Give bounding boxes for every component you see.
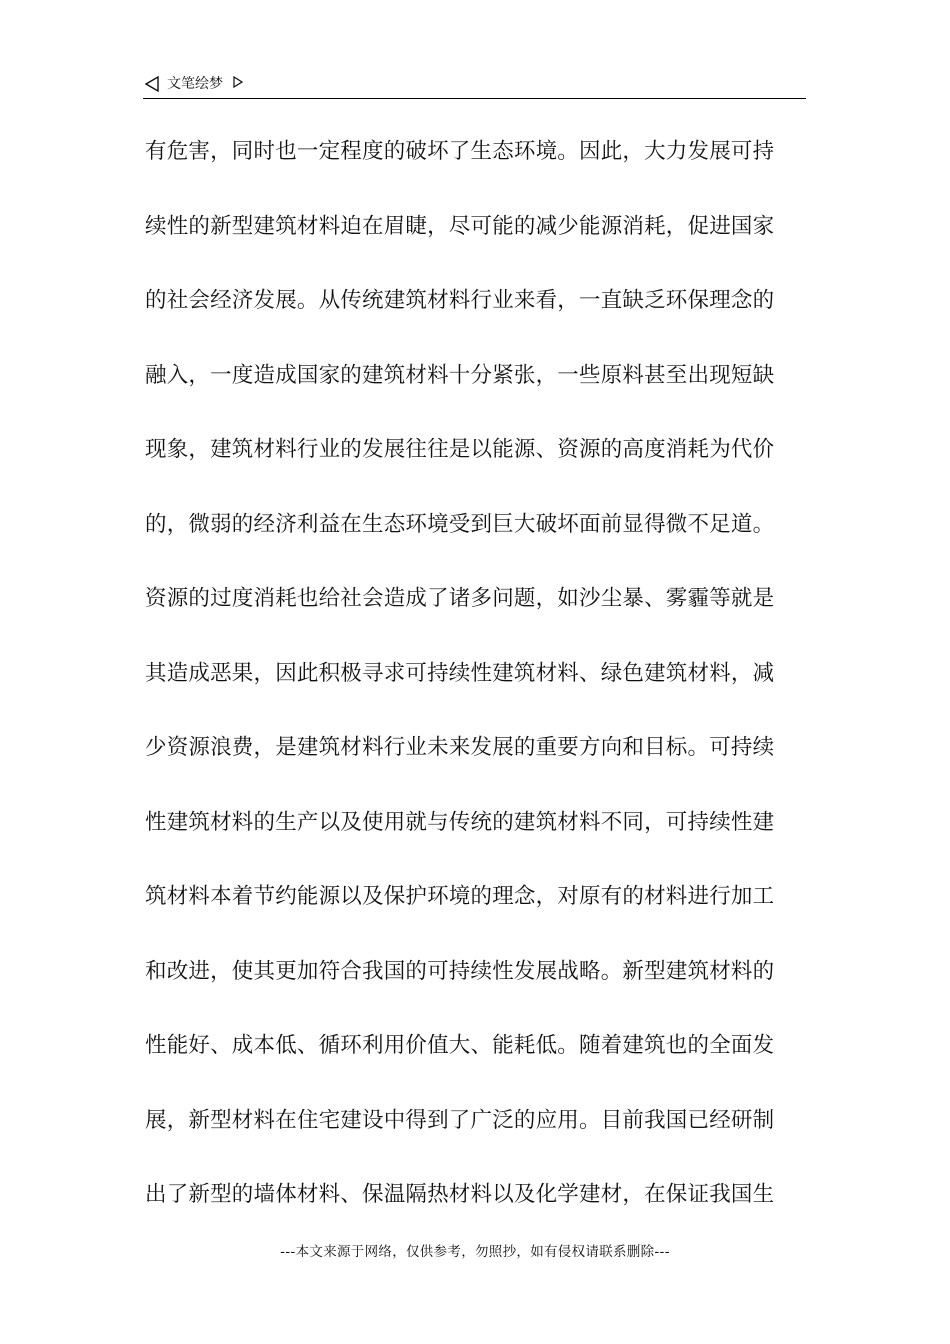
text-line: 续性的新型建筑材料迫在眉睫，尽可能的减少能源消耗，促进国家 (145, 213, 775, 239)
text-line: 现象，建筑材料行业的发展往往是以能源、资源的高度消耗为代价 (145, 437, 775, 462)
text-line: 和改进，使其更加符合我国的可持续性发展战略。新型建筑材料的 (145, 958, 775, 984)
text-line: 展，新型材料在住宅建设中得到了广泛的应用。目前我国已经研制 (145, 1107, 775, 1133)
text-line: 其造成恶果，因此积极寻求可持续性建筑材料、绿色建筑材料，减 (145, 660, 775, 686)
text-line: 资源的过度消耗也给社会造成了诸多问题，如沙尘暴、雾霾等就是 (145, 586, 775, 611)
text-line: 出了新型的墙体材料、保温隔热材料以及化学建材，在保证我国生 (145, 1182, 775, 1207)
text-line: 性建筑材料的生产以及使用就与传统的建筑材料不同，可持续性建 (145, 809, 775, 835)
text-line: 少资源浪费，是建筑材料行业未来发展的重要方向和目标。可持续 (145, 735, 775, 760)
document-body (145, 135, 808, 1253)
text-line: 融入，一度造成国家的建筑材料十分紧张，一些原料甚至出现短缺 (145, 362, 775, 388)
header-title: 文笔绘梦 (167, 76, 223, 92)
text-line: 的社会经济发展。从传统建筑材料行业来看，一直缺乏环保理念的 (145, 288, 775, 313)
triangle-right-outline-icon (233, 76, 243, 88)
text-line: 性能好、成本低、循环利用价值大、能耗低。随着建筑也的全面发 (145, 1033, 775, 1058)
triangle-left-outline-icon (145, 76, 159, 92)
text-line: 的，微弱的经济利益在生态环境受到巨大破坏面前显得微不足道。 (145, 511, 775, 537)
text-line: 有危害，同时也一定程度的破坏了生态环境。因此，大力发展可持 (145, 139, 775, 164)
page-header (143, 72, 806, 99)
text-line: 筑材料本着节约能源以及保护环境的理念，对原有的材料进行加工 (145, 884, 775, 909)
page-footer: ---本文来源于网络，仅供参考，勿照抄，如有侵权请联系删除--- (280, 1244, 670, 1260)
